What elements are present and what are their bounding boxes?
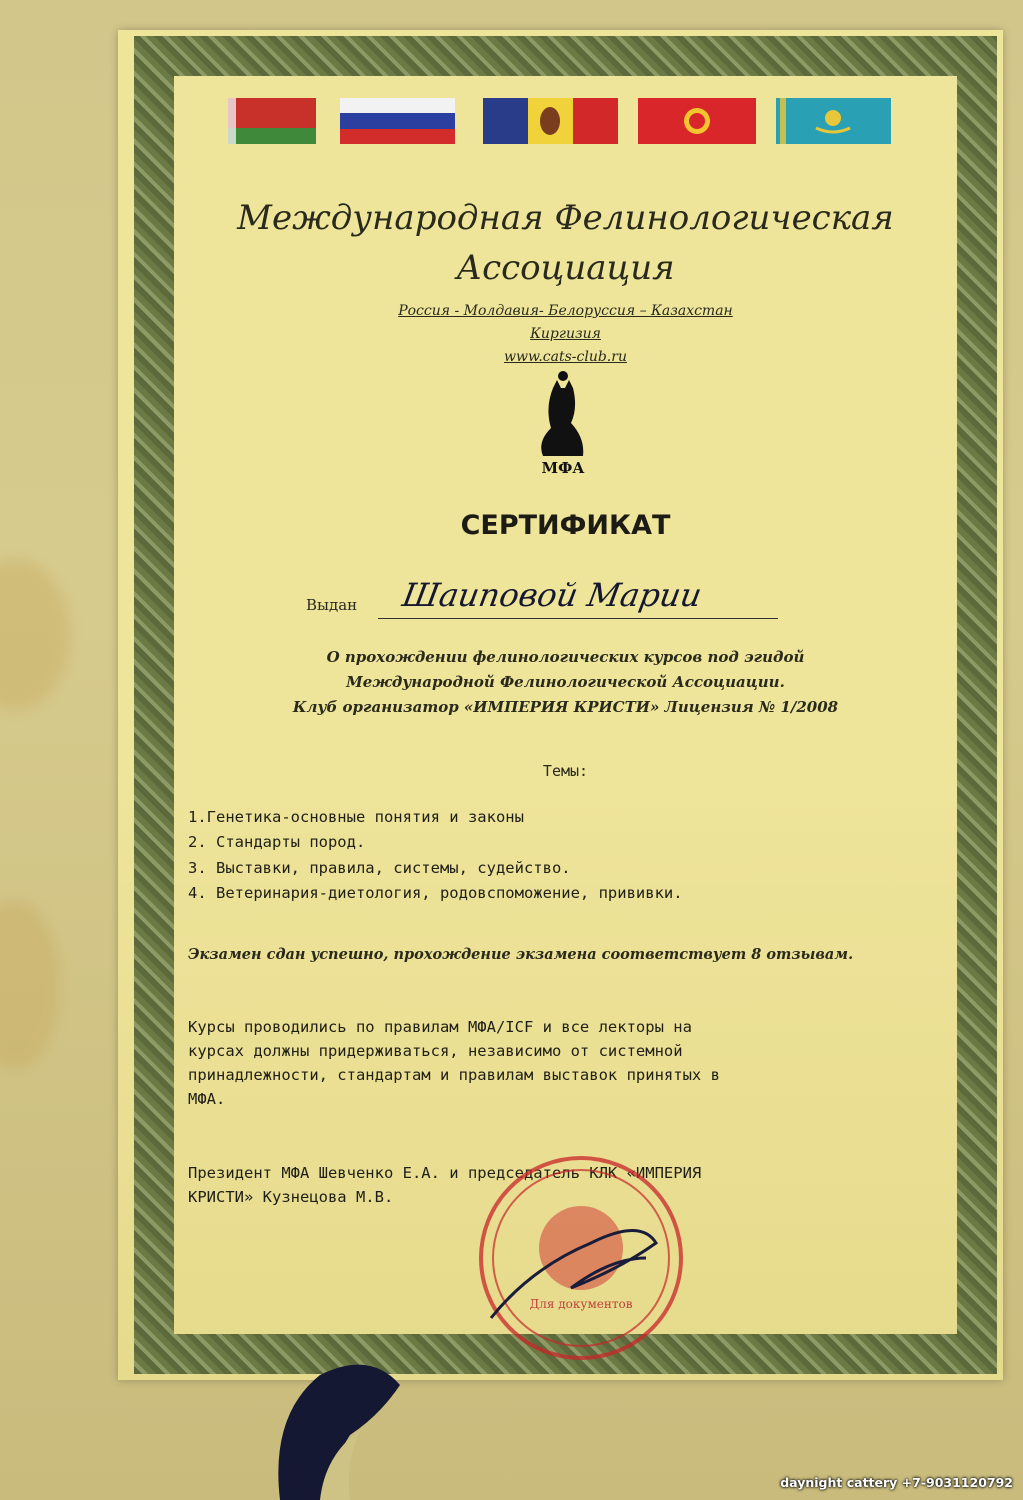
watermark-text: daynight cattery +7-9031120792: [780, 1475, 1013, 1490]
countries-line2: Киргизия: [530, 326, 601, 342]
exam-result-text: Экзамен сдан успешно, прохождение экзамена соответствует 8 отзывам.: [188, 946, 854, 963]
rules-paragraph-line: курсах должны придерживаться, независимо от системной: [188, 1042, 683, 1060]
topic-item: 3. Выставки, правила, системы, судейство.: [188, 859, 571, 877]
rules-paragraph-line: МФА.: [188, 1090, 226, 1108]
kyrgyzstan-flag-icon: [638, 98, 756, 144]
rules-paragraph-line: Курсы проводились по правилам МФА/ICF и все лекторы на: [188, 1018, 692, 1036]
flags-row: [228, 98, 908, 146]
org-name-line1: Международная Фелинологическая: [237, 198, 894, 238]
recipient-name-handwritten: Шаиповой Марии: [399, 576, 705, 614]
rules-paragraph-line: принадлежности, стандартам и правилам выставок принятых в: [188, 1066, 720, 1084]
background-stain: [0, 900, 60, 1070]
signatories-line: КРИСТИ» Кузнецова М.В.: [188, 1188, 394, 1206]
ink-mark-icon: [250, 1355, 420, 1500]
stamp-text: Для документов: [529, 1297, 633, 1311]
certificate-content: [188, 78, 943, 1332]
topic-item: 2. Стандарты пород.: [188, 833, 366, 851]
russia-flag-icon: [340, 98, 455, 144]
issued-to-label: Выдан: [306, 596, 358, 614]
background-stain: [0, 560, 70, 710]
website-link[interactable]: www.cats-club.ru: [504, 349, 627, 365]
description-line1: О прохождении фелинологических курсов под эгидой: [326, 648, 805, 666]
description-line2: Международной Фелинологической Ассоциации.: [346, 673, 785, 691]
signatories-line: Президент МФА Шевченко Е.А. и председатель КЛК «ИМПЕРИЯ: [188, 1164, 702, 1182]
moldova-flag-icon: [483, 98, 618, 144]
countries-line1: Россия - Молдавия- Белоруссия – Казахстан: [398, 303, 733, 319]
kazakhstan-flag-icon: [776, 98, 891, 144]
topics-heading: Темы:: [542, 762, 589, 780]
certificate-title: СЕРТИФИКАТ: [460, 510, 671, 541]
topic-item: 4. Ветеринария-диетология, родовспоможение, прививки.: [188, 884, 683, 902]
description-line3: Клуб организатор «ИМПЕРИЯ КРИСТИ» Лицензия № 1/2008: [292, 698, 839, 716]
issued-to-underline: [378, 618, 778, 619]
belarus-flag-icon: [228, 98, 316, 144]
org-name-line2: Ассоциация: [456, 248, 675, 288]
svg-text:МФА: МФА: [541, 459, 585, 477]
topic-item: 1.Генетика-основные понятия и законы: [188, 808, 524, 826]
mfa-cat-logo-icon: [523, 368, 603, 478]
certificate-paper: [118, 30, 1003, 1380]
official-stamp-icon: [471, 1148, 691, 1368]
